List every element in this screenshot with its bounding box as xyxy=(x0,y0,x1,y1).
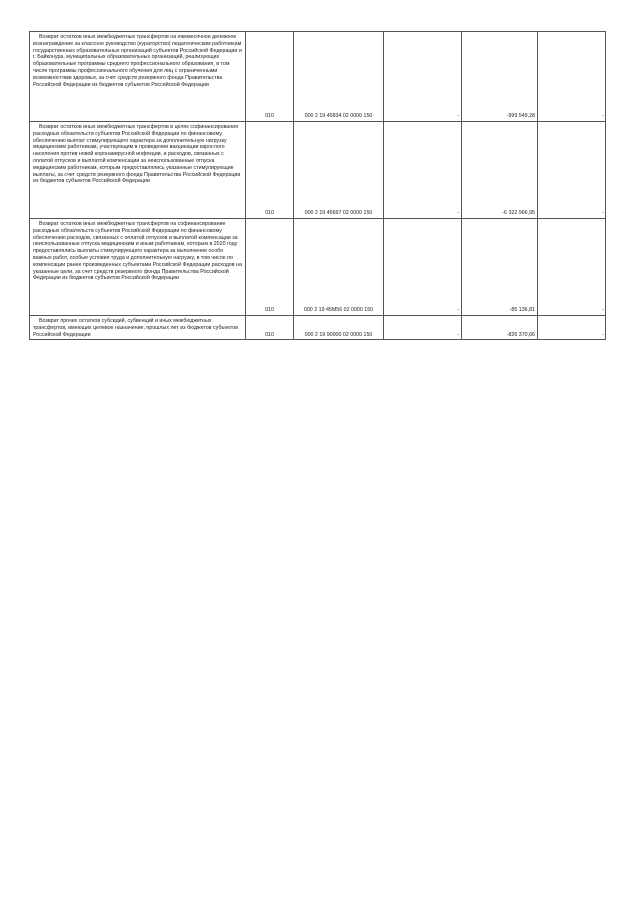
row-budget-code: 000 2 19 45697 02 0000 150 xyxy=(294,122,384,219)
row-col5: -6 322 966,95 xyxy=(462,122,538,219)
row-budget-code: 000 2 19 90000 02 0000 150 xyxy=(294,316,384,340)
row-col5: -85 136,81 xyxy=(462,219,538,316)
row-line-code: 010 xyxy=(246,122,294,219)
row-col4: - xyxy=(384,316,462,340)
row-col5: -999 549,28 xyxy=(462,32,538,122)
row-col4: - xyxy=(384,219,462,316)
report-table xyxy=(29,31,606,340)
row-line-code: 010 xyxy=(246,316,294,340)
row-budget-code: 000 2 19 45М56 02 0000 150 xyxy=(294,219,384,316)
row-name: Возврат остатков иных межбюджетных трансфертов на ежемесячное денежное вознаграждение за классное руководство (кураторство) педагогическим работникам государственных образовательных организаций субъектов Российской Федерации и г. Байконура, муниципальных образовательных организаций, реализующих образовательные программы среднего профессионального образования, в том числе программы профессионального обучения для лиц с ограниченными возможностями здоровья, за счет средств резервного фонда Правительства Российской Федерации из бюджетов субъектов Российской Федерации xyxy=(30,32,246,122)
table-row xyxy=(30,122,606,219)
table-row xyxy=(30,32,606,122)
row-col5: -826 370,66 xyxy=(462,316,538,340)
row-line-code: 010 xyxy=(246,32,294,122)
row-col4: - xyxy=(384,32,462,122)
row-col6: - xyxy=(538,122,606,219)
row-line-code: 010 xyxy=(246,219,294,316)
table-row xyxy=(30,316,606,340)
row-col6: - xyxy=(538,32,606,122)
row-name: Возврат прочих остатков субсидий, субвенций и иных межбюджетных трансфертов, имеющих целевое назначение, прошлых лет из бюджетов субъектов Российской Федерации xyxy=(30,316,246,340)
row-col6: - xyxy=(538,219,606,316)
table-row xyxy=(30,219,606,316)
row-name: Возврат остатков иных межбюджетных трансфертов в целях софинансирования расходных обязательств субъектов Российской Федерации по финансовому обеспечению выплат стимулирующего характера за дополнительную нагрузку медицинским работникам, участвующим в проведении вакцинации взрослого населения против новой коронавирусной инфекции, и расходов, связанных с оплатой отпусков и выплатой компенсации за неиспользованные отпуска медицинским работникам, которым предоставлялись указанные стимулирующие выплаты, за счет средств резервного фонда Правительства Российской Федерации из бюджетов субъектов Российской Федерации xyxy=(30,122,246,219)
row-name: Возврат остатков иных межбюджетных трансфертов на софинансирование расходных обязательств субъектов Российской Федерации по финансовому обеспечению расходов, связанных с оплатой отпусков и выплатой компенсации за неиспользованные отпуска медицинским и иным работникам, которым в 2020 году предоставлялись выплаты стимулирующего характера за выполнение особо важных работ, особые условия труда и дополнительную нагрузку, в том числе по компенсации ранее произведенных субъектами Российской Федерации расходов на указанные цели, за счет средств резервного фонда Правительства Российской Федерации из бюджетов субъектов Российской Федерации xyxy=(30,219,246,316)
row-col6: - xyxy=(538,316,606,340)
row-col4: - xyxy=(384,122,462,219)
row-budget-code: 000 2 19 45834 02 0000 150 xyxy=(294,32,384,122)
